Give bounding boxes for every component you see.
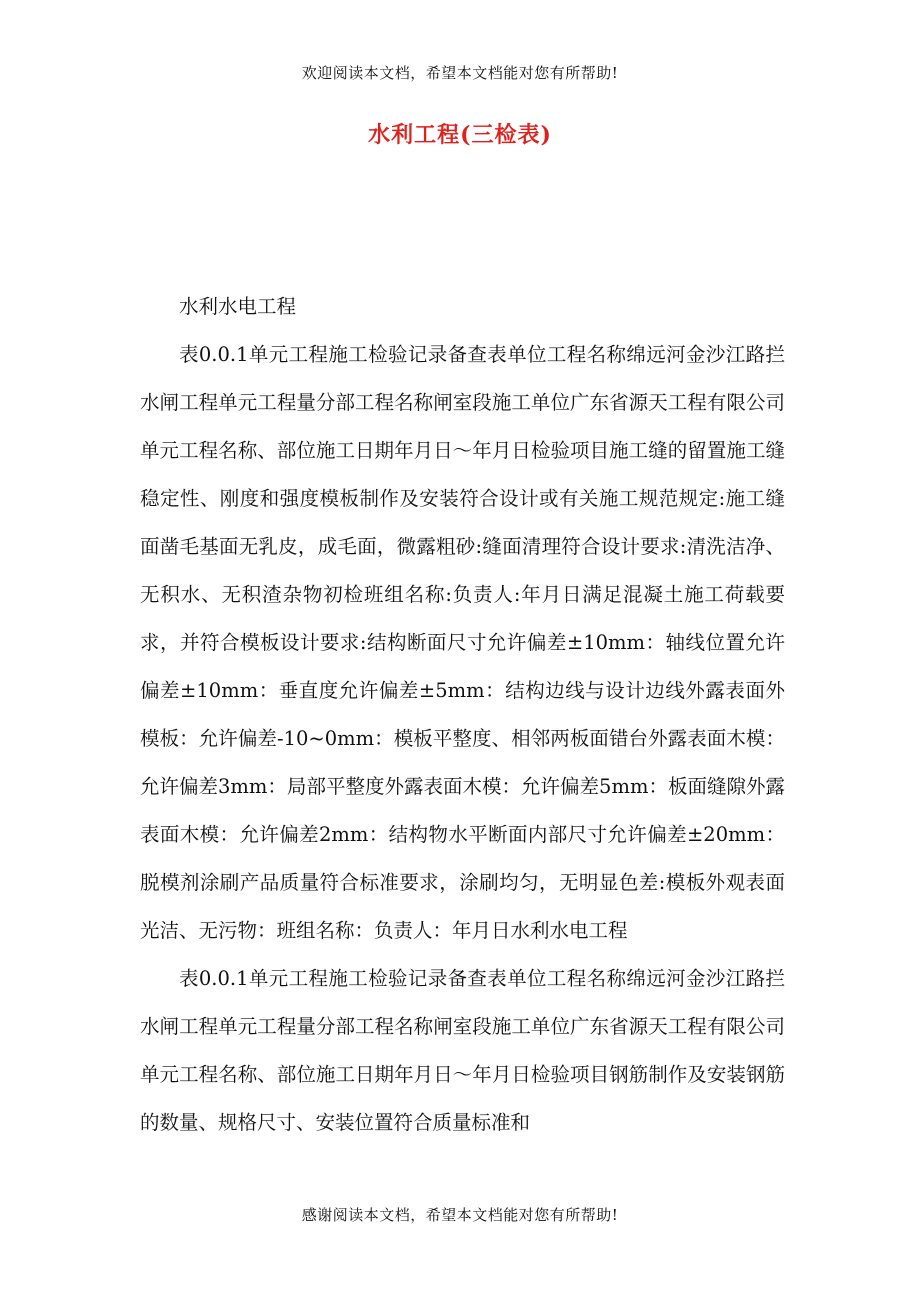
body-paragraph: 表0.0.1单元工程施工检验记录备查表单位工程名称绵远河金沙江路拦水闸工程单元工程量分部工程名称闸室段施工单位广东省源天工程有限公司单元工程名称、部位施工日期年月日～年月日检验项目钢筋制作及安装钢筋的数量、规格尺寸、安装位置符合质量标准和 <box>140 967 785 1134</box>
page-footer: 感谢阅读本文档，希望本文档能对您有所帮助! <box>301 1206 619 1224</box>
document-title: 水利工程(三检表) <box>368 122 552 148</box>
page-header: 欢迎阅读本文档，希望本文档能对您有所帮助! <box>301 64 619 82</box>
body-paragraph: 表0.0.1单元工程施工检验记录备查表单位工程名称绵远河金沙江路拦水闸工程单元工程量分部工程名称闸室段施工单位广东省源天工程有限公司单元工程名称、部位施工日期年月日～年月日检验项目施工缝的留置施工缝稳定性、刚度和强度模板制作及安装符合设计或有关施工规范规定:施工缝面凿毛基面无乳皮，成毛面，微露粗砂:缝面清理符合设计要求:清洗洁净、无积水、无积渣杂物初检班组名称:负责人:年月日满足混凝土施工荷载要求，并符合模板设计要求:结构断面尺寸允许偏差±10mm：轴线位置允许偏差±10mm：垂直度允许偏差±5mm：结构边线与设计边线外露表面外模板：允许偏差-10~0mm：模板平整度、相邻两板面错台外露表面木模：允许偏差3mm：局部平整度外露表面木模：允许偏差5mm：板面缝隙外露表面木模：允许偏差2mm：结构物水平断面内部尺寸允许偏差±20mm：脱模剂涂刷产品质量符合标准要求，涂刷均匀，无明显色差:模板外观表面光洁、无污物：班组名称：负责人：年月日水利水电工程 <box>140 343 785 942</box>
document-body <box>140 283 785 1147</box>
body-paragraph: 水利水电工程 <box>179 295 297 318</box>
